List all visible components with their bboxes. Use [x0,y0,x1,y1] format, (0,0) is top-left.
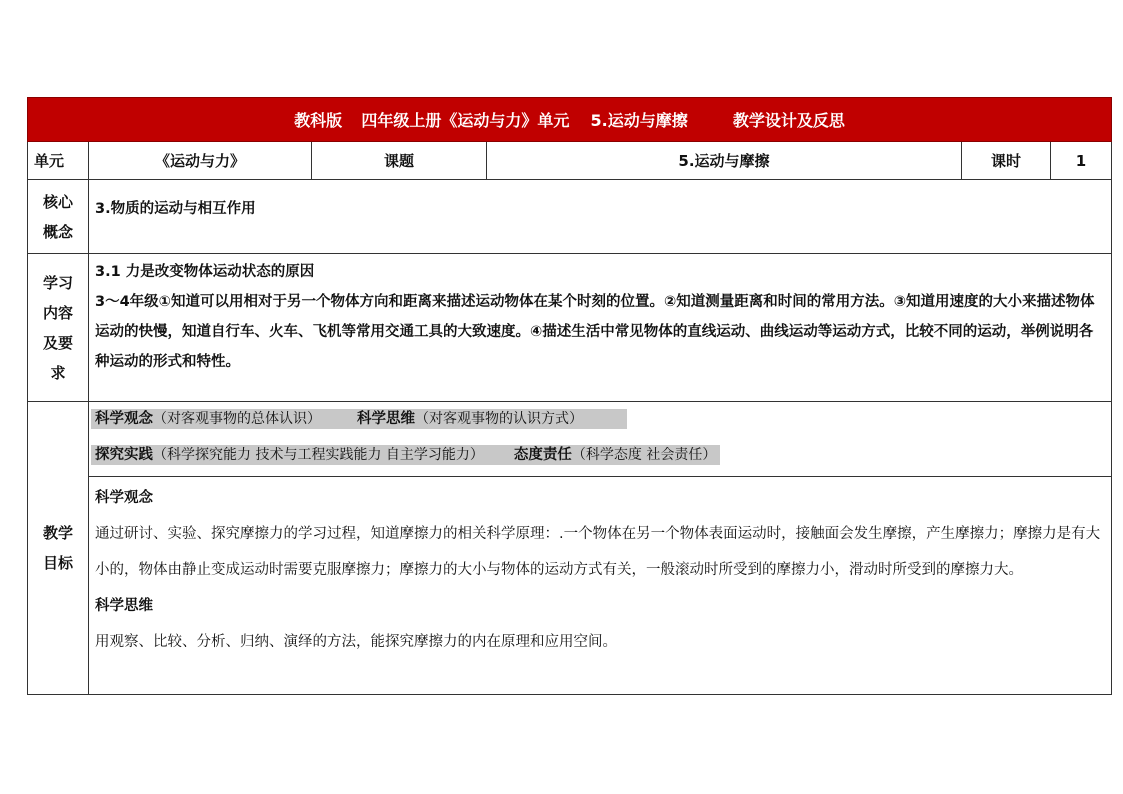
document-type: 教学设计及反思 [732,111,845,130]
unit-label: 单元 [28,142,89,180]
lesson-plan-table [27,97,1112,695]
period-value: 1 [1051,142,1112,180]
goal-tag-line-1: 科学观念（对客观事物的总体认识） 科学思维（对客观事物的认识方式） [91,404,1111,434]
topic-label: 课题 [312,142,487,180]
core-concept-text: 3.物质的运动与相互作用 [89,180,1112,254]
tag-attitude-responsibility: 态度责任 [513,447,572,463]
grade-unit: 四年级上册《运动与力》单元 [361,111,570,130]
goal-section-2-heading: 科学思维 [95,598,153,614]
goal-section-1-heading: 科学观念 [95,490,153,506]
core-concept-label: 核心 概念 [28,180,89,254]
lesson-plan-sheet [27,97,1111,695]
learning-line-1: 3.1 力是改变物体运动状态的原因 [95,264,315,280]
goal-tag-line-2: 探究实践（科学探究能力 技术与工程实践能力 自主学习能力） 态度责任（科学态度 社会责任） [91,440,1111,470]
goal-section-2-text: 用观察、比较、分析、归纳、演绎的方法，能探究摩擦力的内在原理和应用空间。 [95,634,617,650]
core-concept-row [28,180,1112,254]
tag-inquiry-practice: 探究实践 [95,447,153,463]
document-title [28,98,1112,142]
publisher: 教科版 [294,111,343,130]
unit-value: 《运动与力》 [89,142,312,180]
learning-row [28,254,1112,402]
goals-label: 教学 目标 [28,402,89,695]
topic-value: 5.运动与摩擦 [487,142,962,180]
period-label: 课时 [962,142,1051,180]
tag-science-thinking: 科学思维 [357,411,415,427]
goal-tags [89,402,1112,477]
tag-science-concept: 科学观念 [95,411,153,427]
learning-label: 学习 内容 及要 求 [28,254,89,402]
title-row [28,98,1112,142]
goal-tags-row [28,402,1112,477]
goal-detail-row [28,477,1112,695]
learning-line-2: 3～4年级①知道可以用相对于另一个物体方向和距离来描述运动物体在某个时刻的位置。②知道测量距离和时间的常用方法。③知道用速度的大小来描述物体运动的快慢，知道自行车、火车、飞机等常用交通工具的大致速度。④描述生活中常见物体的直线运动、曲线运动等运动方式，比较不同的运动，举例说明各种运动的形式和特性。 [95,294,1095,370]
learning-content [89,254,1112,402]
lesson-name: 5.运动与摩擦 [590,111,688,130]
goal-section-1-text: 通过研讨、实验、探究摩擦力的学习过程，知道摩擦力的相关科学原理：.一个物体在另一个物体表面运动时，接触面会发生摩擦，产生摩擦力；摩擦力是有大小的，物体由静止变成运动时需要克服摩擦力；摩擦力的大小与物体的运动方式有关，一般滚动时所受到的摩擦力小，滑动时所受到的摩擦力大。 [95,526,1101,578]
goal-details [89,477,1112,695]
info-row [28,142,1112,180]
